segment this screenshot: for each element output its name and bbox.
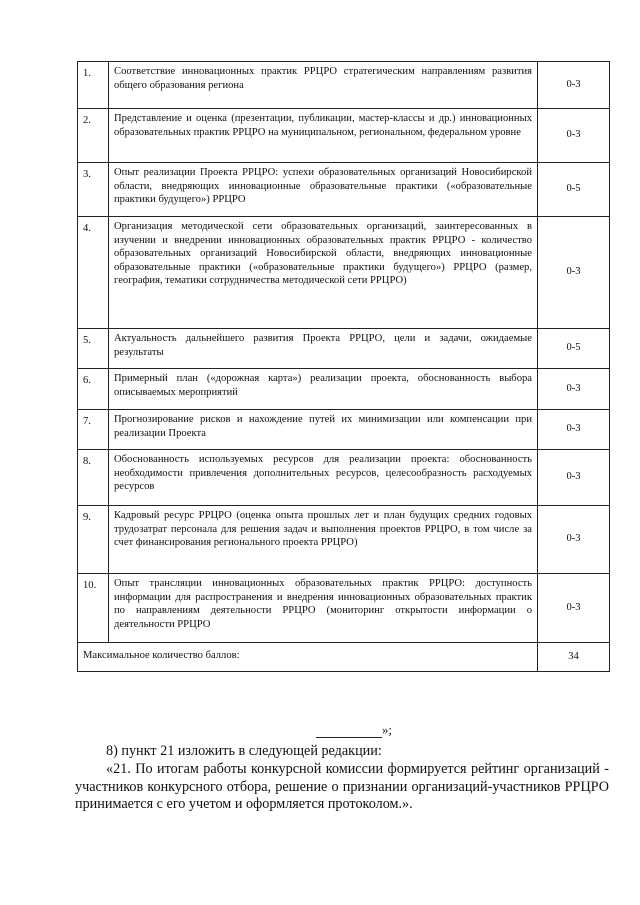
row-number: 8. (78, 450, 109, 506)
row-number: 2. (78, 109, 109, 163)
row-number: 5. (78, 329, 109, 369)
table-row (78, 450, 610, 506)
criterion-text: Прогнозирование рисков и нахождение путей их минимизации или компенсации при реализации Проекта (109, 410, 538, 450)
score-range: 0-3 (538, 506, 610, 574)
score-range: 0-3 (538, 574, 610, 643)
table-row (78, 62, 610, 109)
paragraph-21: «21. По итогам работы конкурсной комиссии формируется рейтинг организаций - участников конкурсного отбора, решение о признании организаций-участников РРЦРО принимается с его учетом и оформляется протоколом.». (75, 761, 609, 812)
criterion-text: Примерный план («дорожная карта») реализации проекта, обоснованность выбора описываемых мероприятий (109, 369, 538, 410)
table-row (78, 329, 610, 369)
table-row (78, 163, 610, 217)
criterion-text: Организация методической сети образовательных организаций, заинтересованных в изучении и внедрении инновационных образовательных практик РРЦРО - количество образовательных организаций Новосибирской области, внедряющих инновационные образовательные практики («образовательные практики будущего») РРЦРО (размер, география, тематики сотрудничества методической сети РРЦРО) (109, 217, 538, 329)
criterion-text: Опыт реализации Проекта РРЦРО: успехи образовательных организаций Новосибирской области, внедряющих инновационные образовательные практики («образовательные практики будущего») РРЦРО (109, 163, 538, 217)
paragraph-8: 8) пункт 21 изложить в следующей редакции: (106, 743, 382, 759)
closing-suffix: »; (382, 723, 392, 737)
table-row (78, 109, 610, 163)
score-range: 0-3 (538, 369, 610, 410)
criterion-text: Обоснованность используемых ресурсов для реализации проекта: обоснованность необходимости привлечения дополнительных ресурсов, целесообразность расходуемых ресурсов (109, 450, 538, 506)
total-row (78, 643, 610, 672)
row-number: 3. (78, 163, 109, 217)
score-range: 0-5 (538, 163, 610, 217)
table-row (78, 410, 610, 450)
score-range: 0-3 (538, 410, 610, 450)
criteria-table (77, 61, 610, 672)
criterion-text: Опыт трансляции инновационных образовательных практик РРЦРО: доступность информации для распространения и внедрения инновационных образовательных практик по направлениям деятельности РРЦРО (мониторинг открытости информации о деятельности РРЦРО (109, 574, 538, 643)
total-value: 34 (538, 643, 610, 672)
criterion-text: Соответствие инновационных практик РРЦРО стратегическим направлениям развития общего образования региона (109, 62, 538, 109)
row-number: 10. (78, 574, 109, 643)
table-row (78, 217, 610, 329)
table-row (78, 506, 610, 574)
criterion-text: Представление и оценка (презентации, публикации, мастер-классы и др.) инновационных образовательных практик РРЦРО на муниципальном, региональном, федеральном уровне (109, 109, 538, 163)
row-number: 9. (78, 506, 109, 574)
criterion-text: Кадровый ресурс РРЦРО (оценка опыта прошлых лет и план будущих средних годовых трудозатрат персонала для решения задач и выполнения проектов РРЦРО, в том числе за счет финансирования регионального проекта РРЦРО) (109, 506, 538, 574)
score-range: 0-3 (538, 62, 610, 109)
criterion-text: Актуальность дальнейшего развития Проекта РРЦРО, цели и задачи, ожидаемые результаты (109, 329, 538, 369)
score-range: 0-3 (538, 109, 610, 163)
row-number: 6. (78, 369, 109, 410)
score-range: 0-5 (538, 329, 610, 369)
score-range: 0-3 (538, 450, 610, 506)
table-row (78, 369, 610, 410)
closing-quote (316, 723, 392, 738)
row-number: 1. (78, 62, 109, 109)
table-row (78, 574, 610, 643)
row-number: 4. (78, 217, 109, 329)
score-range: 0-3 (538, 217, 610, 329)
row-number: 7. (78, 410, 109, 450)
total-label: Максимальное количество баллов: (78, 643, 538, 672)
signature-line (316, 725, 382, 738)
